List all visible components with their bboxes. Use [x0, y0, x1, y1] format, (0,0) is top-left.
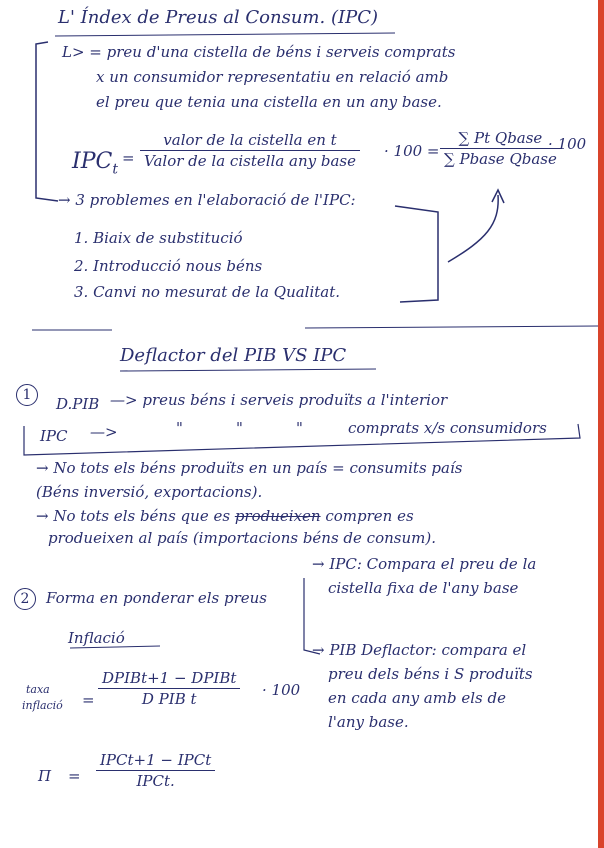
- ipc-formula2-numerator: ∑ Pt Qbase: [458, 129, 543, 147]
- separator-right: [305, 326, 598, 328]
- ipc-compare-line-2: cistella fixa de l'any base: [328, 579, 519, 597]
- ipc-definition-line-1: L> = preu d'una cistella de béns i serveis comprats: [62, 43, 456, 61]
- ditto-mark-1: ": [176, 419, 183, 437]
- item-2-marker: 2: [14, 588, 36, 610]
- ipc-text: comprats x/s consumidors: [348, 419, 547, 437]
- dpib-label: D.PIB: [56, 395, 100, 413]
- deflator-title-underline: [120, 369, 376, 371]
- problem-item-3: 3. Canvi no mesurat de la Qualitat.: [74, 283, 341, 301]
- inflation-title: Inflació: [68, 629, 125, 647]
- inflation-dpib-mult: · 100: [262, 681, 301, 699]
- bracket-definition: [36, 42, 58, 201]
- inflation-dpib-denominator: D PIB t: [141, 690, 197, 708]
- note-2-line-1: → No tots els béns que es produeixen compren es: [36, 507, 414, 525]
- problem-item-1: 1. Biaix de substitució: [74, 229, 243, 247]
- ipc-formula2-mult: · 100: [548, 135, 587, 153]
- deflator-title: Deflactor del PIB VS IPC: [120, 345, 347, 366]
- ditto-mark-3: ": [296, 419, 303, 437]
- ipc-formula-equals: =: [122, 149, 135, 167]
- tasa-label-line-1: taxa: [26, 683, 50, 696]
- ipc-formula-numerator: valor de la cistella en t: [163, 131, 337, 149]
- curve-arrow: [448, 195, 498, 262]
- ipc-title: L' Índex de Preus al Consum. (IPC): [58, 7, 378, 28]
- ipc-formula2-fraction: [440, 128, 561, 169]
- pib-compare-line-4: l'any base.: [328, 713, 409, 731]
- tasa-equals: =: [82, 691, 95, 709]
- problems-title: → 3 problemes en l'elaboració de l'IPC:: [58, 191, 356, 209]
- pib-compare-line-3: en cada any amb els de: [328, 689, 506, 707]
- problem-item-2: 2. Introducció nous béns: [74, 257, 263, 275]
- note-1-line-2: (Béns inversió, exportacions).: [36, 483, 263, 501]
- inflation-ipc-numerator: IPCt+1 − IPCt: [100, 751, 212, 769]
- pib-compare-line-2: preu dels béns i S produïts: [328, 665, 533, 683]
- note-2-line-2: produeixen al país (importacions béns de consum).: [48, 529, 436, 547]
- ipc-definition-line-2: x un consumidor representatiu en relació amb: [96, 68, 449, 86]
- problems-bracket: [395, 206, 438, 302]
- dpib-text: —> preus béns i serveis produïts a l'interior: [110, 391, 448, 409]
- inflation-ipc-fraction: [96, 750, 215, 791]
- ipc-formula-denominator: Valor de la cistella any base: [144, 152, 356, 170]
- ditto-mark-2: ": [236, 419, 243, 437]
- item-1-marker: 1: [16, 384, 38, 406]
- title-underline: [55, 33, 395, 36]
- ipc-definition-line-3: el preu que tenia una cistella en un any base.: [96, 93, 442, 111]
- item-2-text: Forma en ponderar els preus: [46, 589, 268, 607]
- ipc-formula-lhs: $IPC_t$: [72, 149, 118, 178]
- note-1-line-1: → No tots els béns produïts en un país = consumits país: [36, 459, 463, 477]
- ipc-arrow: —>: [90, 423, 118, 441]
- ipc-formula-fraction: [140, 130, 360, 171]
- ipc-compare-line-1: → IPC: Compara el preu de la: [312, 555, 537, 573]
- pi-symbol: Π: [38, 767, 52, 785]
- tasa-label-line-2: inflació: [22, 699, 63, 712]
- pib-compare-line-1: → PIB Deflactor: compara el: [312, 641, 527, 659]
- struck-word: produeixen: [234, 507, 321, 525]
- inflation-ipc-denominator: IPCt.: [136, 772, 175, 790]
- ipc-formula2-denominator: ∑ Pbase Qbase: [444, 150, 557, 168]
- ipc-label: IPC: [40, 427, 68, 445]
- pi-equals: =: [68, 767, 81, 785]
- inflation-dpib-numerator: DPIBt+1 − DPIBt: [102, 669, 237, 687]
- inflation-dpib-fraction: [98, 668, 240, 709]
- ipc-formula-mult: · 100 =: [384, 142, 440, 160]
